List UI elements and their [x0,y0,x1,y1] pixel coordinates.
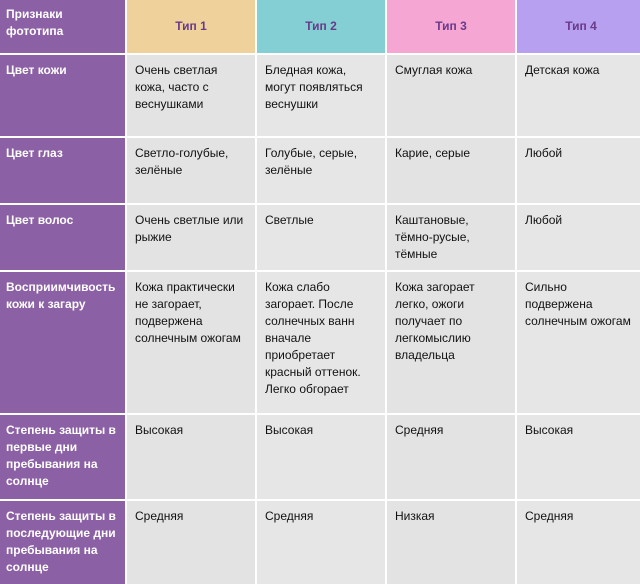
table-cell: Средняя [127,501,255,584]
column-header-type-2: Тип 2 [257,0,385,53]
table-cell: Смуглая кожа [387,55,515,136]
table-cell: Очень светлая кожа, часто с веснушками [127,55,255,136]
table-cell: Бледная кожа, могут появляться веснушки [257,55,385,136]
row-header-hair-color: Цвет волос [0,205,125,270]
table-cell: Высокая [257,415,385,499]
table-cell: Голубые, серые, зелёные [257,138,385,203]
table-cell: Любой [517,205,640,270]
table-cell: Кожа загорает легко, ожоги получает по легкомыслию владельца [387,272,515,413]
table-cell: Светлые [257,205,385,270]
row-header-protection-first-days: Степень защиты в первые дни пребывания на солнце [0,415,125,499]
column-header-type-4: Тип 4 [517,0,640,53]
column-header-type-1: Тип 1 [127,0,255,53]
table-cell: Светло-голубые, зелёные [127,138,255,203]
table-cell: Каштановые, тёмно-русые, тёмные [387,205,515,270]
table-cell: Карие, серые [387,138,515,203]
row-header-eye-color: Цвет глаз [0,138,125,203]
table-cell: Детская кожа [517,55,640,136]
column-header-type-3: Тип 3 [387,0,515,53]
corner-header: Признаки фототипа [0,0,125,53]
table-cell: Кожа практически не загорает, подвержена солнечным ожогам [127,272,255,413]
table-cell: Средняя [387,415,515,499]
table-cell: Кожа слабо загорает. После солнечных ванн вначале приобретает красный оттенок. Легко обгорает [257,272,385,413]
table-cell: Любой [517,138,640,203]
table-cell: Низкая [387,501,515,584]
row-header-protection-following-days: Степень защиты в последующие дни пребывания на солнце [0,501,125,584]
row-header-tan-susceptibility: Восприимчивость кожи к загару [0,272,125,413]
table-cell: Очень светлые или рыжие [127,205,255,270]
table-cell: Средняя [257,501,385,584]
table-cell: Сильно подвержена солнечным ожогам [517,272,640,413]
row-header-skin-color: Цвет кожи [0,55,125,136]
table-cell: Высокая [517,415,640,499]
table-cell: Высокая [127,415,255,499]
table-cell: Средняя [517,501,640,584]
